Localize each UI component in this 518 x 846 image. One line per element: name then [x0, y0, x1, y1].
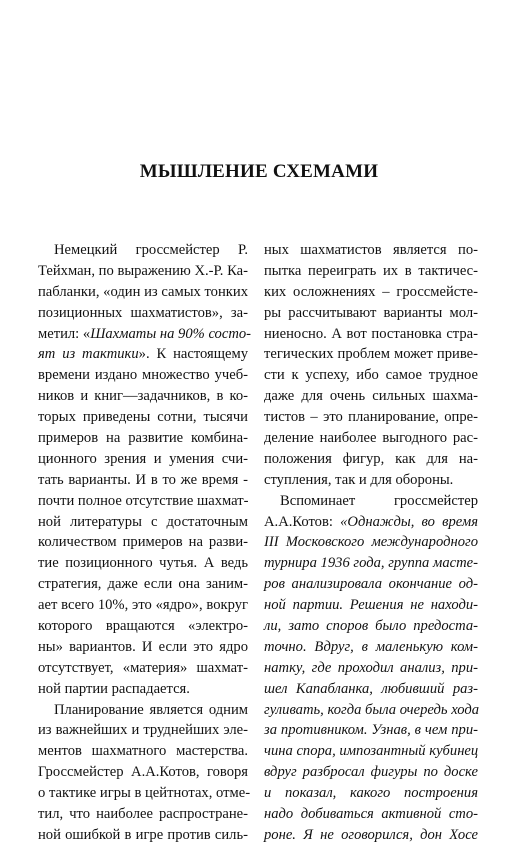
- text-line: III Московского международного: [264, 534, 478, 551]
- text-line: Немецкий гроссмейстер Р.: [54, 242, 248, 258]
- text-line: роне. Я не оговорился, дон Хосе: [264, 826, 478, 843]
- text-line: тать варианты. И в то же время -: [38, 471, 248, 488]
- text-line: торых приведены сотни, тысячи: [38, 409, 248, 426]
- text-line: Гроссмейстер А.А.Котов, говоря: [38, 764, 248, 781]
- text-line: А.А.Котов: «Однажды, во время: [264, 513, 479, 530]
- chapter-title: МЫШЛЕНИЕ СХЕМАМИ: [139, 161, 379, 182]
- text-line: ников и книг—задачников, в ко-: [38, 388, 248, 405]
- text-line: и показал, какого построения: [264, 785, 478, 802]
- text-line: ной партии. Решения не находи-: [264, 597, 478, 614]
- text-line: количеством примеров на разви-: [38, 534, 248, 551]
- text-line: гуливать, когда была очередь хода: [264, 701, 480, 718]
- text-line: ных шахматистов является по-: [264, 242, 478, 258]
- text-line: которого вращаются «электро-: [38, 618, 248, 635]
- text-line: вдруг разбросал фигуры по доске: [264, 764, 478, 781]
- text-line: даже для очень сильных шахма-: [264, 388, 478, 405]
- text-line: тил, что наиболее распростране-: [38, 806, 248, 823]
- text-line: ной партии распадается.: [38, 680, 190, 697]
- text-line: надо добиваться активной сто-: [264, 806, 478, 823]
- text-line: Вспоминает гроссмейстер: [280, 492, 478, 509]
- text-line: пабланки, «один из самых тонких: [38, 283, 248, 300]
- text-line: ров анализировала окончание од-: [264, 576, 478, 593]
- left-text-column: [38, 240, 252, 846]
- text-line: отсутствует, «материя» шахмат-: [38, 659, 248, 676]
- text-line: ры рассчитывают варианты мол-: [264, 304, 478, 321]
- text-line: ментов шахматного мастерства.: [38, 743, 248, 760]
- text-line: позиционных шахматистов», за-: [38, 304, 248, 321]
- text-line: сти к успеху, ибо самое трудное: [264, 367, 478, 384]
- text-line: Тейхман, по выражению Х.-Р. Ка-: [38, 262, 248, 279]
- text-line: времени издано множество учеб-: [38, 367, 248, 384]
- text-line: ят из тактики». К настоящему: [38, 346, 248, 363]
- text-line: о тактике игры в цейтнотах, отме-: [38, 785, 251, 802]
- text-line: деление наиболее выгодного рас-: [264, 430, 478, 447]
- text-line: положения фигур, как для на-: [264, 450, 478, 467]
- text-line: почти полное отсутствие шахмат-: [38, 492, 249, 509]
- text-line: турнира 1936 года, группа масте-: [264, 555, 478, 572]
- text-line: Планирование является одним: [54, 701, 248, 718]
- text-line: ционного зрения и умения счи-: [38, 450, 248, 467]
- text-line: ной литературы с достаточным: [38, 513, 248, 530]
- text-line: из важнейших и труднейших эле-: [38, 722, 248, 739]
- text-line: точно. Вдруг, в маленькую ком-: [264, 638, 478, 655]
- text-line: стратегия, даже если она заним-: [38, 576, 248, 593]
- text-line: ких осложнениях – гроссмейсте-: [264, 283, 478, 300]
- text-line: ли, зато споров было предоста-: [264, 618, 478, 635]
- text-line: примеров на развитие комбина-: [38, 430, 248, 447]
- text-line: ниеносно. А вот постановка стра-: [264, 325, 478, 342]
- text-line: метил: «Шахматы на 90% состо-: [38, 325, 252, 342]
- text-line: натку, где проходил анализ, при-: [264, 659, 478, 676]
- text-line: ной ошибкой в игре против силь-: [38, 826, 248, 843]
- text-line: ны» вариантов. И если это ядро: [38, 638, 248, 655]
- text-line: ает всего 10%, это «ядро», вокруг: [38, 597, 248, 614]
- text-line: чина спора, импозантный кубинец: [264, 743, 479, 760]
- text-line: за противником. Узнав, в чем при-: [264, 722, 478, 739]
- text-line: тие позиционного чутья. А ведь: [38, 555, 248, 572]
- text-line: тегических проблем может приве-: [264, 346, 478, 363]
- right-text-column: [264, 240, 478, 846]
- text-line: шел Капабланка, любивший раз-: [264, 680, 478, 697]
- text-line: пытка переиграть их в тактичес-: [264, 262, 478, 279]
- text-line: ступления, так и для обороны.: [264, 471, 454, 488]
- text-line: тистов – это планирование, опре-: [264, 409, 478, 426]
